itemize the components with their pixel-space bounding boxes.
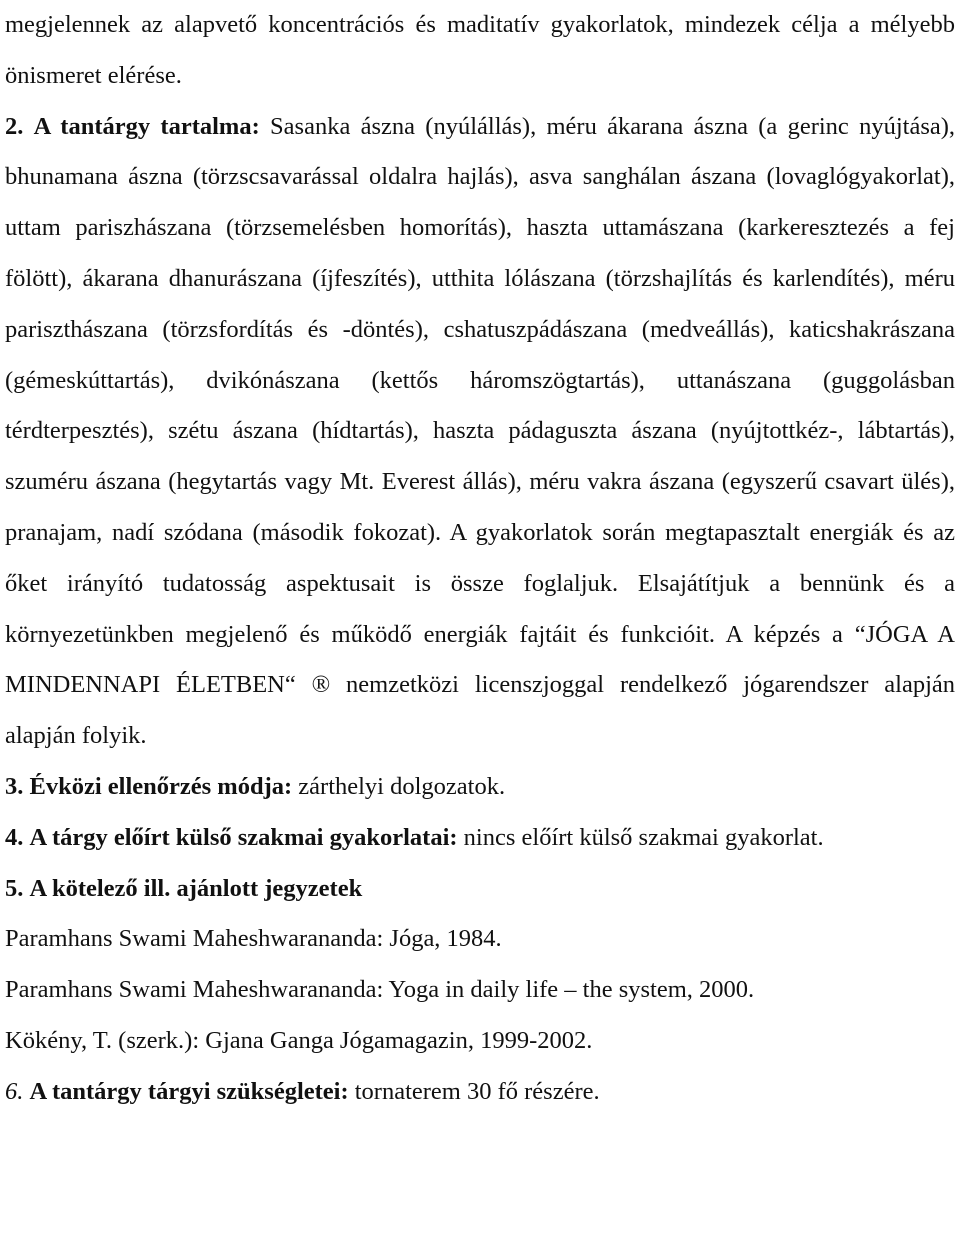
- section-6-number: 6.: [5, 1077, 24, 1105]
- section-2-paragraph: [5, 102, 955, 762]
- reference-text: Paramhans Swami Maheshwarananda: Jóga, 1984.: [5, 925, 502, 953]
- section-2-heading: A tantárgy tartalma:: [33, 112, 260, 140]
- reference-item: [5, 914, 955, 965]
- section-4-paragraph: [5, 813, 955, 864]
- section-2-number: 2.: [5, 112, 24, 140]
- section-5-heading: A kötelező ill. ajánlott jegyzetek: [29, 874, 363, 902]
- section-4-heading: A tárgy előírt külső szakmai gyakorlatai:: [29, 823, 458, 851]
- reference-item: [5, 1016, 955, 1067]
- reference-text: Paramhans Swami Maheshwarananda: Yoga in daily life – the system, 2000.: [5, 976, 755, 1004]
- section-3-body: zárthelyi dolgozatok.: [298, 772, 506, 800]
- section-2-body: Sasanka ászna (nyúlállás), méru ákarana ászna (a gerinc nyújtása), bhunamana ászna (törzscsavarással oldalra hajlás), asva sanghálan ászana (lovaglógyakorlat), uttam pariszhászana (törzsemelésben homorítás), haszta uttamászana (karkeresztezés a fej fölött), ákarana dhanurászana (íjfeszítés), utthita lólászana (törzshajlítás és karlendítés), méru pariszthászana (törzsfordítás és -döntés), cshatuszpádászana (medveállás), katicshakrászana (gémeskúttartás), dvikónászana (kettős háromszögtartás), uttanászana (guggolásban térdterpesztés), szétu ászana (hídtartás), haszta pádaguszta ászana (nyújtottkéz-, lábtartás), szuméru ászana (hegytartás vagy Mt. Everest állás), méru vakra ászana (egyszerű csavart ülés), pranajam, nadí szódana (második fokozat). A gyakorlatok során megtapasztalt energiák és az őket irányító tudatosság aspektusait is össze foglaljuk. Elsajátítjuk a bennünk és a környezetünkben megjelenő és működő energiák fajtáit és funkcióit. A képzés a “JÓGA A MINDENNAPI ÉLETBEN“ ® nemzetközi licenszjoggal rendelkező jógarendszer alapján alapján folyik.: [5, 112, 956, 750]
- section-3-number: 3.: [5, 772, 24, 800]
- section-3-heading: Évközi ellenőrzés módja:: [29, 772, 293, 800]
- reference-item: [5, 965, 955, 1016]
- section-4-body: nincs előírt külső szakmai gyakorlat.: [463, 823, 824, 851]
- section-6-heading: A tantárgy tárgyi szükségletei:: [29, 1077, 349, 1105]
- section-6-paragraph: [5, 1067, 955, 1118]
- reference-text: Kökény, T. (szerk.): Gjana Ganga Jógamagazin, 1999-2002.: [5, 1026, 593, 1054]
- section-3-paragraph: [5, 762, 955, 813]
- document-page: [5, 0, 955, 1118]
- section-4-number: 4.: [5, 823, 24, 851]
- section-5-heading-line: [5, 864, 955, 915]
- section-6-body: tornaterem 30 fő részére.: [354, 1077, 600, 1105]
- intro-paragraph: [5, 0, 955, 102]
- intro-text: megjelennek az alapvető koncentrációs és maditatív gyakorlatok, mindezek célja a mélyebb önismeret elérése.: [5, 11, 955, 89]
- section-5-number: 5.: [5, 874, 24, 902]
